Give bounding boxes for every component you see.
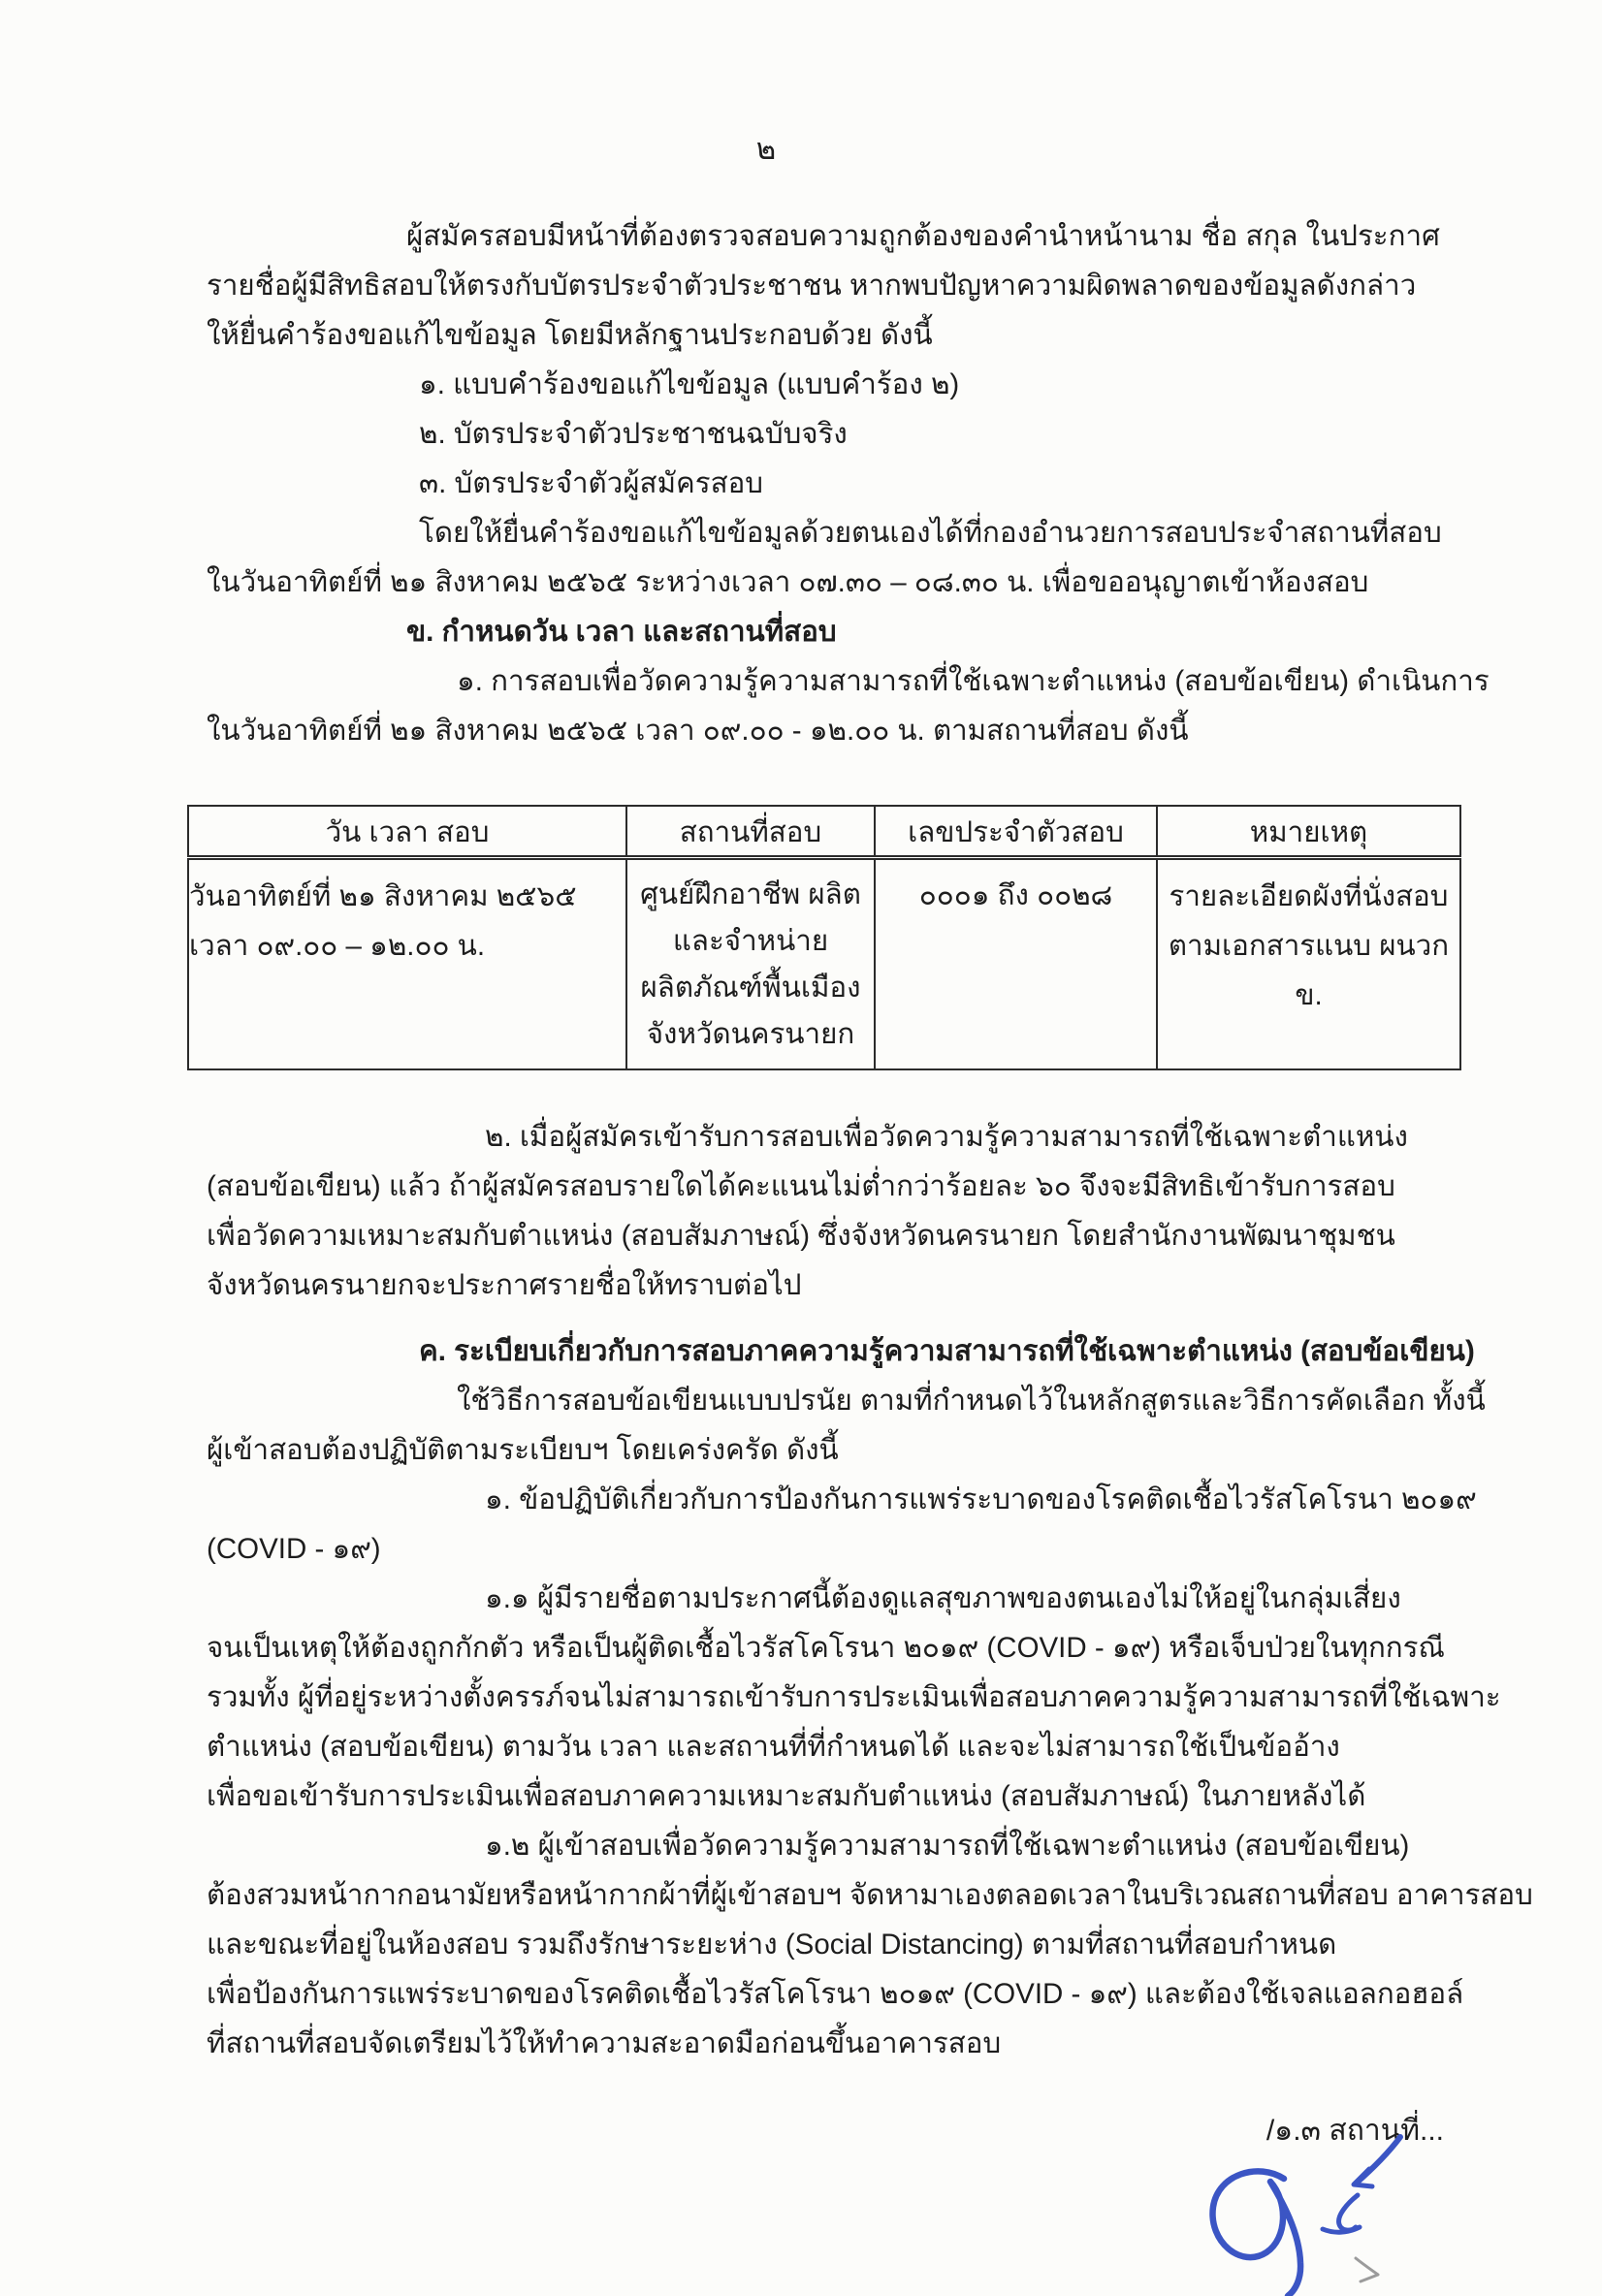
table-cell-line: จังหวัดนครนายก bbox=[646, 1018, 855, 1050]
table-header-candidate-numbers: เลขประจำตัวสอบ bbox=[875, 806, 1157, 858]
section-b-heading: ข. กำหนดวัน เวลา และสถานที่สอบ bbox=[406, 616, 837, 648]
text-line: และขณะที่อยู่ในห้องสอบ รวมถึงรักษาระยะห่าง (Social Distancing) ตามที่สถานที่สอบกำหนด bbox=[207, 1929, 1337, 1961]
body-text-bottom bbox=[207, 1112, 1533, 2068]
text-line: รวมทั้ง ผู้ที่อยู่ระหว่างตั้งครรภ์จนไม่สามารถเข้ารับการประเมินเพื่อสอบภาคความรู้ความสามารถที่ใช้เฉพาะ bbox=[207, 1681, 1501, 1713]
text-line: (COVID - ๑๙) bbox=[207, 1533, 381, 1565]
text-line: ๑.๑ ผู้มีรายชื่อตามประกาศนี้ต้องดูแลสุขภาพของตนเองไม่ให้อยู่ในกลุ่มเสี่ยง bbox=[485, 1582, 1401, 1614]
list-item-1: ๑. แบบคำร้องขอแก้ไขข้อมูล (แบบคำร้อง ๒) bbox=[419, 368, 960, 400]
text-line: เพื่อขอเข้ารับการประเมินเพื่อสอบภาคความเหมาะสมกับตำแหน่ง (สอบสัมภาษณ์) ในภายหลังได้ bbox=[207, 1780, 1366, 1812]
signature-arrowhead bbox=[1354, 2169, 1372, 2186]
text-line: ในวันอาทิตย์ที่ ๒๑ สิงหาคม ๒๕๖๕ เวลา ๐๙.๐๐ - ๑๒.๐๐ น. ตามสถานที่สอบ ดังนี้ bbox=[207, 715, 1189, 747]
text-line: ๑.๒ ผู้เข้าสอบเพื่อวัดความรู้ความสามารถที่ใช้เฉพาะตำแหน่ง (สอบข้อเขียน) bbox=[485, 1830, 1410, 1862]
list-item-3: ๓. บัตรประจำตัวผู้สมัครสอบ bbox=[419, 467, 764, 499]
table-header-row bbox=[188, 806, 1460, 858]
table-row bbox=[188, 858, 1460, 1070]
text-line: เพื่อป้องกันการแพร่ระบาดของโรคติดเชื้อไวรัสโคโรนา ๒๐๑๙ (COVID - ๑๙) และต้องใช้เจลแอลกอฮอล์ bbox=[207, 1978, 1464, 2010]
page-number: ๒ bbox=[755, 132, 777, 166]
table-cell-line: เวลา ๐๙.๐๐ – ๑๒.๐๐ น. bbox=[189, 930, 486, 962]
pencil-check-mark bbox=[1356, 2258, 1378, 2281]
text-line: เพื่อวัดความเหมาะสมกับตำแหน่ง (สอบสัมภาษณ์) ซึ่งจังหวัดนครนายก โดยสำนักงานพัฒนาชุมชน bbox=[207, 1220, 1395, 1252]
table-cell-line: รายละเอียดผังที่นั่งสอบ bbox=[1169, 880, 1449, 912]
text-line: ตำแหน่ง (สอบข้อเขียน) ตามวัน เวลา และสถานที่ที่กำหนดได้ และจะไม่สามารถใช้เป็นข้ออ้าง bbox=[207, 1731, 1340, 1763]
signature-loop bbox=[1213, 2171, 1301, 2296]
body-text-top bbox=[207, 211, 1490, 755]
continuation-note: /๑.๓ สถานที่... bbox=[1266, 2115, 1444, 2147]
text-line: ๒. เมื่อผู้สมัครเข้ารับการสอบเพื่อวัดความรู้ความสามารถที่ใช้เฉพาะตำแหน่ง bbox=[485, 1121, 1408, 1153]
table-header-date-time: วัน เวลา สอบ bbox=[188, 806, 626, 858]
text-line: จนเป็นเหตุให้ต้องถูกกักตัว หรือเป็นผู้ติดเชื้อไวรัสโคโรนา ๒๐๑๙ (COVID - ๑๙) หรือเจ็บป่วยในทุกกรณี bbox=[207, 1632, 1445, 1664]
text-line: ใช้วิธีการสอบข้อเขียนแบบปรนัย ตามที่กำหนดไว้ในหลักสูตรและวิธีการคัดเลือก ทั้งนี้ bbox=[457, 1385, 1486, 1417]
text-line: ให้ยื่นคำร้องขอแก้ไขข้อมูล โดยมีหลักฐานประกอบด้วย ดังนี้ bbox=[207, 319, 933, 351]
table-cell-line: วันอาทิตย์ที่ ๒๑ สิงหาคม ๒๕๖๕ bbox=[189, 880, 577, 912]
text-line: ๑. การสอบเพื่อวัดความรู้ความสามารถที่ใช้เฉพาะตำแหน่ง (สอบข้อเขียน) ดำเนินการ bbox=[457, 665, 1490, 697]
table-cell-line: ผลิตภัณฑ์พื้นเมือง bbox=[640, 972, 861, 1004]
cell-remark bbox=[1157, 858, 1460, 1070]
text-line: จังหวัดนครนายกจะประกาศรายชื่อให้ทราบต่อไป bbox=[207, 1269, 802, 1301]
text-line: ผู้สมัครสอบมีหน้าที่ต้องตรวจสอบความถูกต้องของคำนำหน้านาม ชื่อ สกุล ในประกาศ bbox=[406, 220, 1440, 252]
text-line: (สอบข้อเขียน) แล้ว ถ้าผู้สมัครสอบรายใดได้คะแนนไม่ต่ำกว่าร้อยละ ๖๐ จึงจะมีสิทธิเข้ารับการสอบ bbox=[207, 1170, 1395, 1202]
cell-date-time bbox=[188, 858, 626, 1070]
text-line: รายชื่อผู้มีสิทธิสอบให้ตรงกับบัตรประจำตัวประชาชน หากพบปัญหาความผิดพลาดของข้อมูลดังกล่าว bbox=[207, 270, 1417, 302]
list-item-2: ๒. บัตรประจำตัวประชาชนฉบับจริง bbox=[419, 418, 848, 450]
cell-candidate-numbers: ๐๐๐๑ ถึง ๐๐๒๘ bbox=[875, 858, 1157, 1070]
exam-schedule-table bbox=[187, 805, 1461, 1070]
text-line: ในวันอาทิตย์ที่ ๒๑ สิงหาคม ๒๕๖๕ ระหว่างเวลา ๐๗.๓๐ – ๐๘.๓๐ น. เพื่อขออนุญาตเข้าห้องสอบ bbox=[207, 566, 1369, 598]
text-line: ๑. ข้อปฏิบัติเกี่ยวกับการป้องกันการแพร่ระบาดของโรคติดเชื้อไวรัสโคโรนา ๒๐๑๙ bbox=[485, 1483, 1477, 1515]
table-header-remark: หมายเหตุ bbox=[1157, 806, 1460, 858]
text-line: โดยให้ยื่นคำร้องขอแก้ไขข้อมูลด้วยตนเองได้ที่กองอำนวยการสอบประจำสถานที่สอบ bbox=[419, 517, 1442, 549]
section-c-heading: ค. ระเบียบเกี่ยวกับการสอบภาคความรู้ความสามารถที่ใช้เฉพาะตำแหน่ง (สอบข้อเขียน) bbox=[419, 1335, 1475, 1367]
table-cell-line: ศูนย์ฝึกอาชีพ ผลิต bbox=[640, 878, 861, 910]
table-cell-line: ตามเอกสารแนบ ผนวก ข. bbox=[1168, 930, 1450, 1011]
text-line: ผู้เข้าสอบต้องปฏิบัติตามระเบียบฯ โดยเคร่งครัด ดังนี้ bbox=[207, 1434, 839, 1466]
text-line: ที่สถานที่สอบจัดเตรียมไว้ให้ทำความสะอาดมือก่อนขึ้นอาคารสอบ bbox=[207, 2027, 1002, 2059]
cell-venue bbox=[626, 858, 875, 1070]
table-cell-line: และจำหน่าย bbox=[672, 925, 829, 957]
signature-curl bbox=[1323, 2195, 1360, 2232]
text-line: ต้องสวมหน้ากากอนามัยหรือหน้ากากผ้าที่ผู้เข้าสอบฯ จัดหามาเองตลอดเวลาในบริเวณสถานที่สอบ อาคารสอบ bbox=[207, 1879, 1533, 1911]
signature-handwriting bbox=[1144, 2123, 1464, 2296]
table-header-venue: สถานที่สอบ bbox=[626, 806, 875, 858]
